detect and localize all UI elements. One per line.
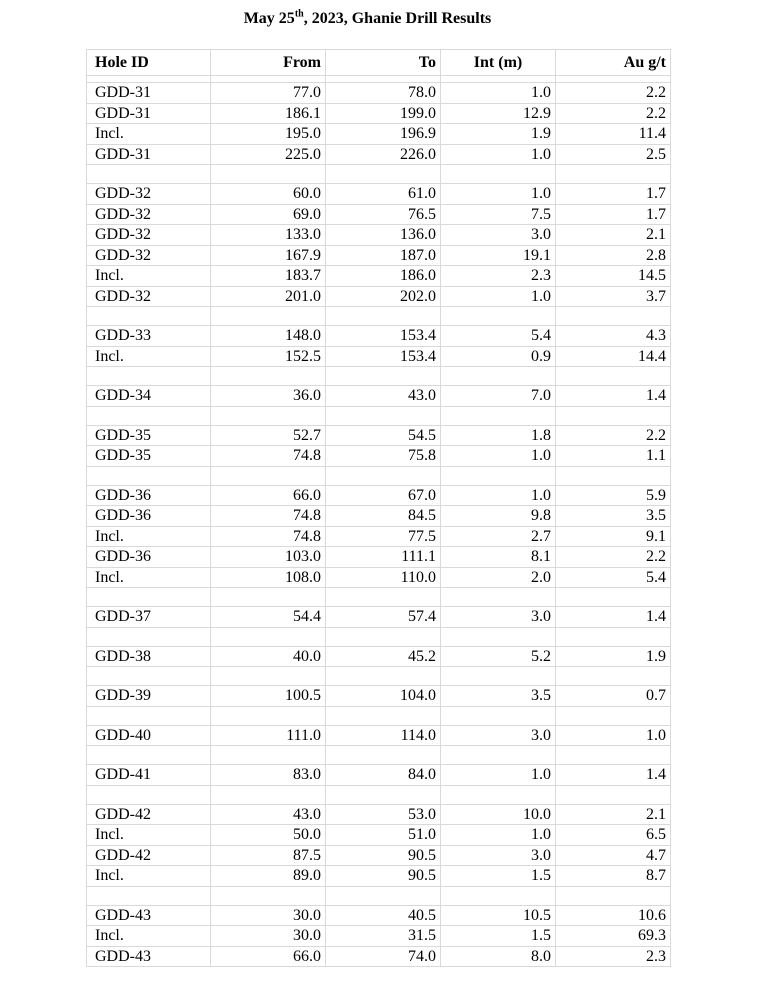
hole-id-cell: Incl. [87, 825, 211, 846]
empty-cell [326, 746, 441, 765]
empty-cell [441, 367, 556, 386]
to-cell: 153.4 [326, 346, 441, 367]
from-cell: 36.0 [211, 386, 326, 407]
from-cell: 183.7 [211, 266, 326, 287]
hole-id-cell: Incl. [87, 266, 211, 287]
to-cell: 57.4 [326, 607, 441, 628]
empty-cell [87, 627, 211, 646]
from-cell: 69.0 [211, 204, 326, 225]
hole-id-cell: Incl. [87, 526, 211, 547]
to-cell: 186.0 [326, 266, 441, 287]
from-cell: 83.0 [211, 765, 326, 786]
table-row [87, 946, 671, 967]
empty-cell [441, 627, 556, 646]
table-body [87, 76, 671, 967]
table-row [87, 266, 671, 287]
table-row [87, 725, 671, 746]
interval-cell: 10.0 [441, 804, 556, 825]
to-cell: 153.4 [326, 326, 441, 347]
hole-id-cell: GDD-32 [87, 184, 211, 205]
to-cell: 226.0 [326, 144, 441, 165]
spacer-row [87, 886, 671, 905]
au-grade-cell: 1.4 [556, 386, 671, 407]
from-cell: 87.5 [211, 845, 326, 866]
to-cell: 61.0 [326, 184, 441, 205]
table-row [87, 607, 671, 628]
au-grade-cell: 1.1 [556, 446, 671, 467]
empty-cell [326, 886, 441, 905]
to-cell: 199.0 [326, 103, 441, 124]
empty-cell [556, 588, 671, 607]
empty-cell [211, 466, 326, 485]
hole-id-cell: GDD-33 [87, 326, 211, 347]
from-cell: 74.8 [211, 506, 326, 527]
empty-cell [211, 588, 326, 607]
empty-cell [441, 307, 556, 326]
to-cell: 43.0 [326, 386, 441, 407]
hole-id-cell: GDD-38 [87, 646, 211, 667]
spacer-row [87, 667, 671, 686]
to-cell: 77.5 [326, 526, 441, 547]
interval-cell: 1.0 [441, 83, 556, 104]
from-cell: 30.0 [211, 905, 326, 926]
empty-cell [441, 466, 556, 485]
to-cell: 84.0 [326, 765, 441, 786]
from-cell: 54.4 [211, 607, 326, 628]
spacer-row [87, 466, 671, 485]
empty-cell [87, 466, 211, 485]
interval-cell: 1.9 [441, 124, 556, 145]
au-grade-cell: 2.2 [556, 83, 671, 104]
interval-cell: 1.5 [441, 926, 556, 947]
hole-id-cell: GDD-31 [87, 144, 211, 165]
table-row [87, 245, 671, 266]
interval-cell: 5.4 [441, 326, 556, 347]
hole-id-cell: GDD-35 [87, 446, 211, 467]
empty-cell [211, 307, 326, 326]
from-cell: 66.0 [211, 946, 326, 967]
from-cell: 186.1 [211, 103, 326, 124]
from-cell: 167.9 [211, 245, 326, 266]
column-header-hole-id: Hole ID [87, 50, 211, 76]
au-grade-cell: 3.5 [556, 506, 671, 527]
title-superscript: th [294, 8, 304, 20]
empty-cell [326, 76, 441, 83]
hole-id-cell: GDD-43 [87, 946, 211, 967]
column-header-to: To [326, 50, 441, 76]
empty-cell [87, 367, 211, 386]
to-cell: 90.5 [326, 845, 441, 866]
empty-cell [87, 588, 211, 607]
hole-id-cell: GDD-31 [87, 83, 211, 104]
empty-cell [326, 706, 441, 725]
to-cell: 31.5 [326, 926, 441, 947]
hole-id-cell: GDD-42 [87, 804, 211, 825]
interval-cell: 19.1 [441, 245, 556, 266]
au-grade-cell: 10.6 [556, 905, 671, 926]
empty-cell [556, 466, 671, 485]
to-cell: 111.1 [326, 547, 441, 568]
empty-cell [211, 886, 326, 905]
table-row [87, 286, 671, 307]
spacer-row [87, 588, 671, 607]
empty-cell [556, 667, 671, 686]
interval-cell: 1.0 [441, 446, 556, 467]
table-row [87, 425, 671, 446]
to-cell: 196.9 [326, 124, 441, 145]
empty-cell [211, 76, 326, 83]
empty-cell [441, 588, 556, 607]
empty-cell [556, 76, 671, 83]
table-row [87, 225, 671, 246]
au-grade-cell: 2.8 [556, 245, 671, 266]
table-row [87, 346, 671, 367]
au-grade-cell: 4.7 [556, 845, 671, 866]
hole-id-cell: GDD-36 [87, 485, 211, 506]
table-row [87, 204, 671, 225]
interval-cell: 0.9 [441, 346, 556, 367]
hole-id-cell: GDD-34 [87, 386, 211, 407]
interval-cell: 8.0 [441, 946, 556, 967]
empty-cell [441, 785, 556, 804]
hole-id-cell: GDD-35 [87, 425, 211, 446]
au-grade-cell: 1.7 [556, 184, 671, 205]
spacer-row [87, 165, 671, 184]
from-cell: 77.0 [211, 83, 326, 104]
from-cell: 89.0 [211, 866, 326, 887]
au-grade-cell: 1.0 [556, 725, 671, 746]
empty-cell [556, 706, 671, 725]
table-row [87, 567, 671, 588]
hole-id-cell: GDD-36 [87, 506, 211, 527]
empty-cell [556, 307, 671, 326]
table-row [87, 686, 671, 707]
to-cell: 74.0 [326, 946, 441, 967]
empty-cell [211, 165, 326, 184]
interval-cell: 3.5 [441, 686, 556, 707]
empty-cell [326, 627, 441, 646]
to-cell: 45.2 [326, 646, 441, 667]
table-row [87, 144, 671, 165]
empty-cell [87, 165, 211, 184]
table-row [87, 124, 671, 145]
hole-id-cell: Incl. [87, 567, 211, 588]
interval-cell: 3.0 [441, 607, 556, 628]
interval-cell: 1.0 [441, 485, 556, 506]
table-row [87, 825, 671, 846]
to-cell: 51.0 [326, 825, 441, 846]
to-cell: 53.0 [326, 804, 441, 825]
empty-cell [87, 746, 211, 765]
table-row [87, 646, 671, 667]
table-row [87, 506, 671, 527]
to-cell: 187.0 [326, 245, 441, 266]
empty-cell [441, 165, 556, 184]
empty-cell [556, 165, 671, 184]
table-row [87, 83, 671, 104]
empty-cell [211, 667, 326, 686]
empty-cell [441, 76, 556, 83]
empty-cell [556, 406, 671, 425]
to-cell: 40.5 [326, 905, 441, 926]
interval-cell: 2.3 [441, 266, 556, 287]
to-cell: 54.5 [326, 425, 441, 446]
empty-cell [211, 367, 326, 386]
from-cell: 60.0 [211, 184, 326, 205]
spacer-row [87, 706, 671, 725]
interval-cell: 7.0 [441, 386, 556, 407]
table-row [87, 905, 671, 926]
empty-cell [87, 785, 211, 804]
empty-cell [556, 746, 671, 765]
au-grade-cell: 1.7 [556, 204, 671, 225]
table-row [87, 103, 671, 124]
empty-cell [211, 406, 326, 425]
table-row [87, 547, 671, 568]
interval-cell: 1.0 [441, 825, 556, 846]
empty-cell [211, 627, 326, 646]
empty-cell [326, 588, 441, 607]
to-cell: 110.0 [326, 567, 441, 588]
table-row [87, 926, 671, 947]
empty-cell [441, 886, 556, 905]
empty-cell [211, 706, 326, 725]
hole-id-cell: GDD-41 [87, 765, 211, 786]
table-row [87, 446, 671, 467]
column-header-from: From [211, 50, 326, 76]
hole-id-cell: GDD-39 [87, 686, 211, 707]
spacer-row [87, 746, 671, 765]
hole-id-cell: GDD-40 [87, 725, 211, 746]
interval-cell: 2.0 [441, 567, 556, 588]
empty-cell [326, 406, 441, 425]
empty-cell [326, 307, 441, 326]
from-cell: 100.5 [211, 686, 326, 707]
au-grade-cell: 2.5 [556, 144, 671, 165]
column-header-au-grade: Au g/t [556, 50, 671, 76]
from-cell: 30.0 [211, 926, 326, 947]
title-prefix: May 25 [243, 10, 295, 27]
empty-cell [441, 406, 556, 425]
au-grade-cell: 1.4 [556, 607, 671, 628]
spacer-row [87, 627, 671, 646]
hole-id-cell: GDD-32 [87, 204, 211, 225]
interval-cell: 8.1 [441, 547, 556, 568]
empty-cell [326, 785, 441, 804]
au-grade-cell: 14.5 [556, 266, 671, 287]
from-cell: 201.0 [211, 286, 326, 307]
au-grade-cell: 9.1 [556, 526, 671, 547]
au-grade-cell: 69.3 [556, 926, 671, 947]
hole-id-cell: Incl. [87, 124, 211, 145]
au-grade-cell: 2.1 [556, 225, 671, 246]
empty-cell [441, 667, 556, 686]
interval-cell: 5.2 [441, 646, 556, 667]
au-grade-cell: 1.4 [556, 765, 671, 786]
to-cell: 75.8 [326, 446, 441, 467]
au-grade-cell: 5.4 [556, 567, 671, 588]
empty-cell [326, 367, 441, 386]
empty-cell [556, 785, 671, 804]
au-grade-cell: 2.2 [556, 425, 671, 446]
to-cell: 202.0 [326, 286, 441, 307]
empty-cell [211, 746, 326, 765]
to-cell: 76.5 [326, 204, 441, 225]
from-cell: 66.0 [211, 485, 326, 506]
hole-id-cell: GDD-37 [87, 607, 211, 628]
empty-cell [87, 706, 211, 725]
au-grade-cell: 0.7 [556, 686, 671, 707]
interval-cell: 1.0 [441, 144, 556, 165]
spacer-row [87, 406, 671, 425]
to-cell: 84.5 [326, 506, 441, 527]
empty-cell [441, 706, 556, 725]
from-cell: 195.0 [211, 124, 326, 145]
table-row [87, 765, 671, 786]
interval-cell: 3.0 [441, 845, 556, 866]
table-row [87, 526, 671, 547]
interval-cell: 1.0 [441, 286, 556, 307]
au-grade-cell: 1.9 [556, 646, 671, 667]
au-grade-cell: 6.5 [556, 825, 671, 846]
to-cell: 67.0 [326, 485, 441, 506]
table-row [87, 485, 671, 506]
empty-cell [87, 886, 211, 905]
hole-id-cell: GDD-36 [87, 547, 211, 568]
hole-id-cell: GDD-42 [87, 845, 211, 866]
from-cell: 111.0 [211, 725, 326, 746]
from-cell: 40.0 [211, 646, 326, 667]
empty-cell [211, 785, 326, 804]
interval-cell: 1.0 [441, 765, 556, 786]
au-grade-cell: 4.3 [556, 326, 671, 347]
interval-cell: 3.0 [441, 725, 556, 746]
au-grade-cell: 2.2 [556, 547, 671, 568]
spacer-row [87, 307, 671, 326]
interval-cell: 3.0 [441, 225, 556, 246]
spacer-row [87, 76, 671, 83]
empty-cell [556, 367, 671, 386]
to-cell: 90.5 [326, 866, 441, 887]
hole-id-cell: GDD-43 [87, 905, 211, 926]
from-cell: 133.0 [211, 225, 326, 246]
interval-cell: 12.9 [441, 103, 556, 124]
hole-id-cell: GDD-31 [87, 103, 211, 124]
au-grade-cell: 2.1 [556, 804, 671, 825]
interval-cell: 1.5 [441, 866, 556, 887]
hole-id-cell: GDD-32 [87, 286, 211, 307]
from-cell: 108.0 [211, 567, 326, 588]
hole-id-cell: Incl. [87, 346, 211, 367]
table-row [87, 866, 671, 887]
au-grade-cell: 2.3 [556, 946, 671, 967]
spacer-row [87, 367, 671, 386]
hole-id-cell: Incl. [87, 926, 211, 947]
table-row [87, 386, 671, 407]
title-suffix: , 2023, Ghanie Drill Results [303, 10, 492, 27]
empty-cell [87, 406, 211, 425]
interval-cell: 1.0 [441, 184, 556, 205]
hole-id-cell: Incl. [87, 866, 211, 887]
interval-cell: 1.8 [441, 425, 556, 446]
au-grade-cell: 2.2 [556, 103, 671, 124]
table-row [87, 804, 671, 825]
to-cell: 78.0 [326, 83, 441, 104]
spacer-row [87, 785, 671, 804]
to-cell: 136.0 [326, 225, 441, 246]
au-grade-cell: 11.4 [556, 124, 671, 145]
column-header-interval: Int (m) [441, 50, 556, 76]
au-grade-cell: 8.7 [556, 866, 671, 887]
au-grade-cell: 5.9 [556, 485, 671, 506]
drill-results-table [86, 49, 671, 967]
empty-cell [87, 76, 211, 83]
empty-cell [326, 165, 441, 184]
from-cell: 52.7 [211, 425, 326, 446]
to-cell: 114.0 [326, 725, 441, 746]
au-grade-cell: 14.4 [556, 346, 671, 367]
from-cell: 74.8 [211, 526, 326, 547]
empty-cell [87, 667, 211, 686]
empty-cell [441, 746, 556, 765]
from-cell: 152.5 [211, 346, 326, 367]
empty-cell [326, 667, 441, 686]
hole-id-cell: GDD-32 [87, 245, 211, 266]
page-title [0, 8, 735, 30]
interval-cell: 2.7 [441, 526, 556, 547]
interval-cell: 10.5 [441, 905, 556, 926]
empty-cell [87, 307, 211, 326]
from-cell: 50.0 [211, 825, 326, 846]
empty-cell [326, 466, 441, 485]
au-grade-cell: 3.7 [556, 286, 671, 307]
empty-cell [556, 627, 671, 646]
from-cell: 43.0 [211, 804, 326, 825]
interval-cell: 7.5 [441, 204, 556, 225]
from-cell: 103.0 [211, 547, 326, 568]
table-row [87, 845, 671, 866]
table-row [87, 184, 671, 205]
hole-id-cell: GDD-32 [87, 225, 211, 246]
to-cell: 104.0 [326, 686, 441, 707]
interval-cell: 9.8 [441, 506, 556, 527]
empty-cell [556, 886, 671, 905]
table-row [87, 326, 671, 347]
from-cell: 74.8 [211, 446, 326, 467]
from-cell: 148.0 [211, 326, 326, 347]
from-cell: 225.0 [211, 144, 326, 165]
header-row [87, 50, 671, 76]
